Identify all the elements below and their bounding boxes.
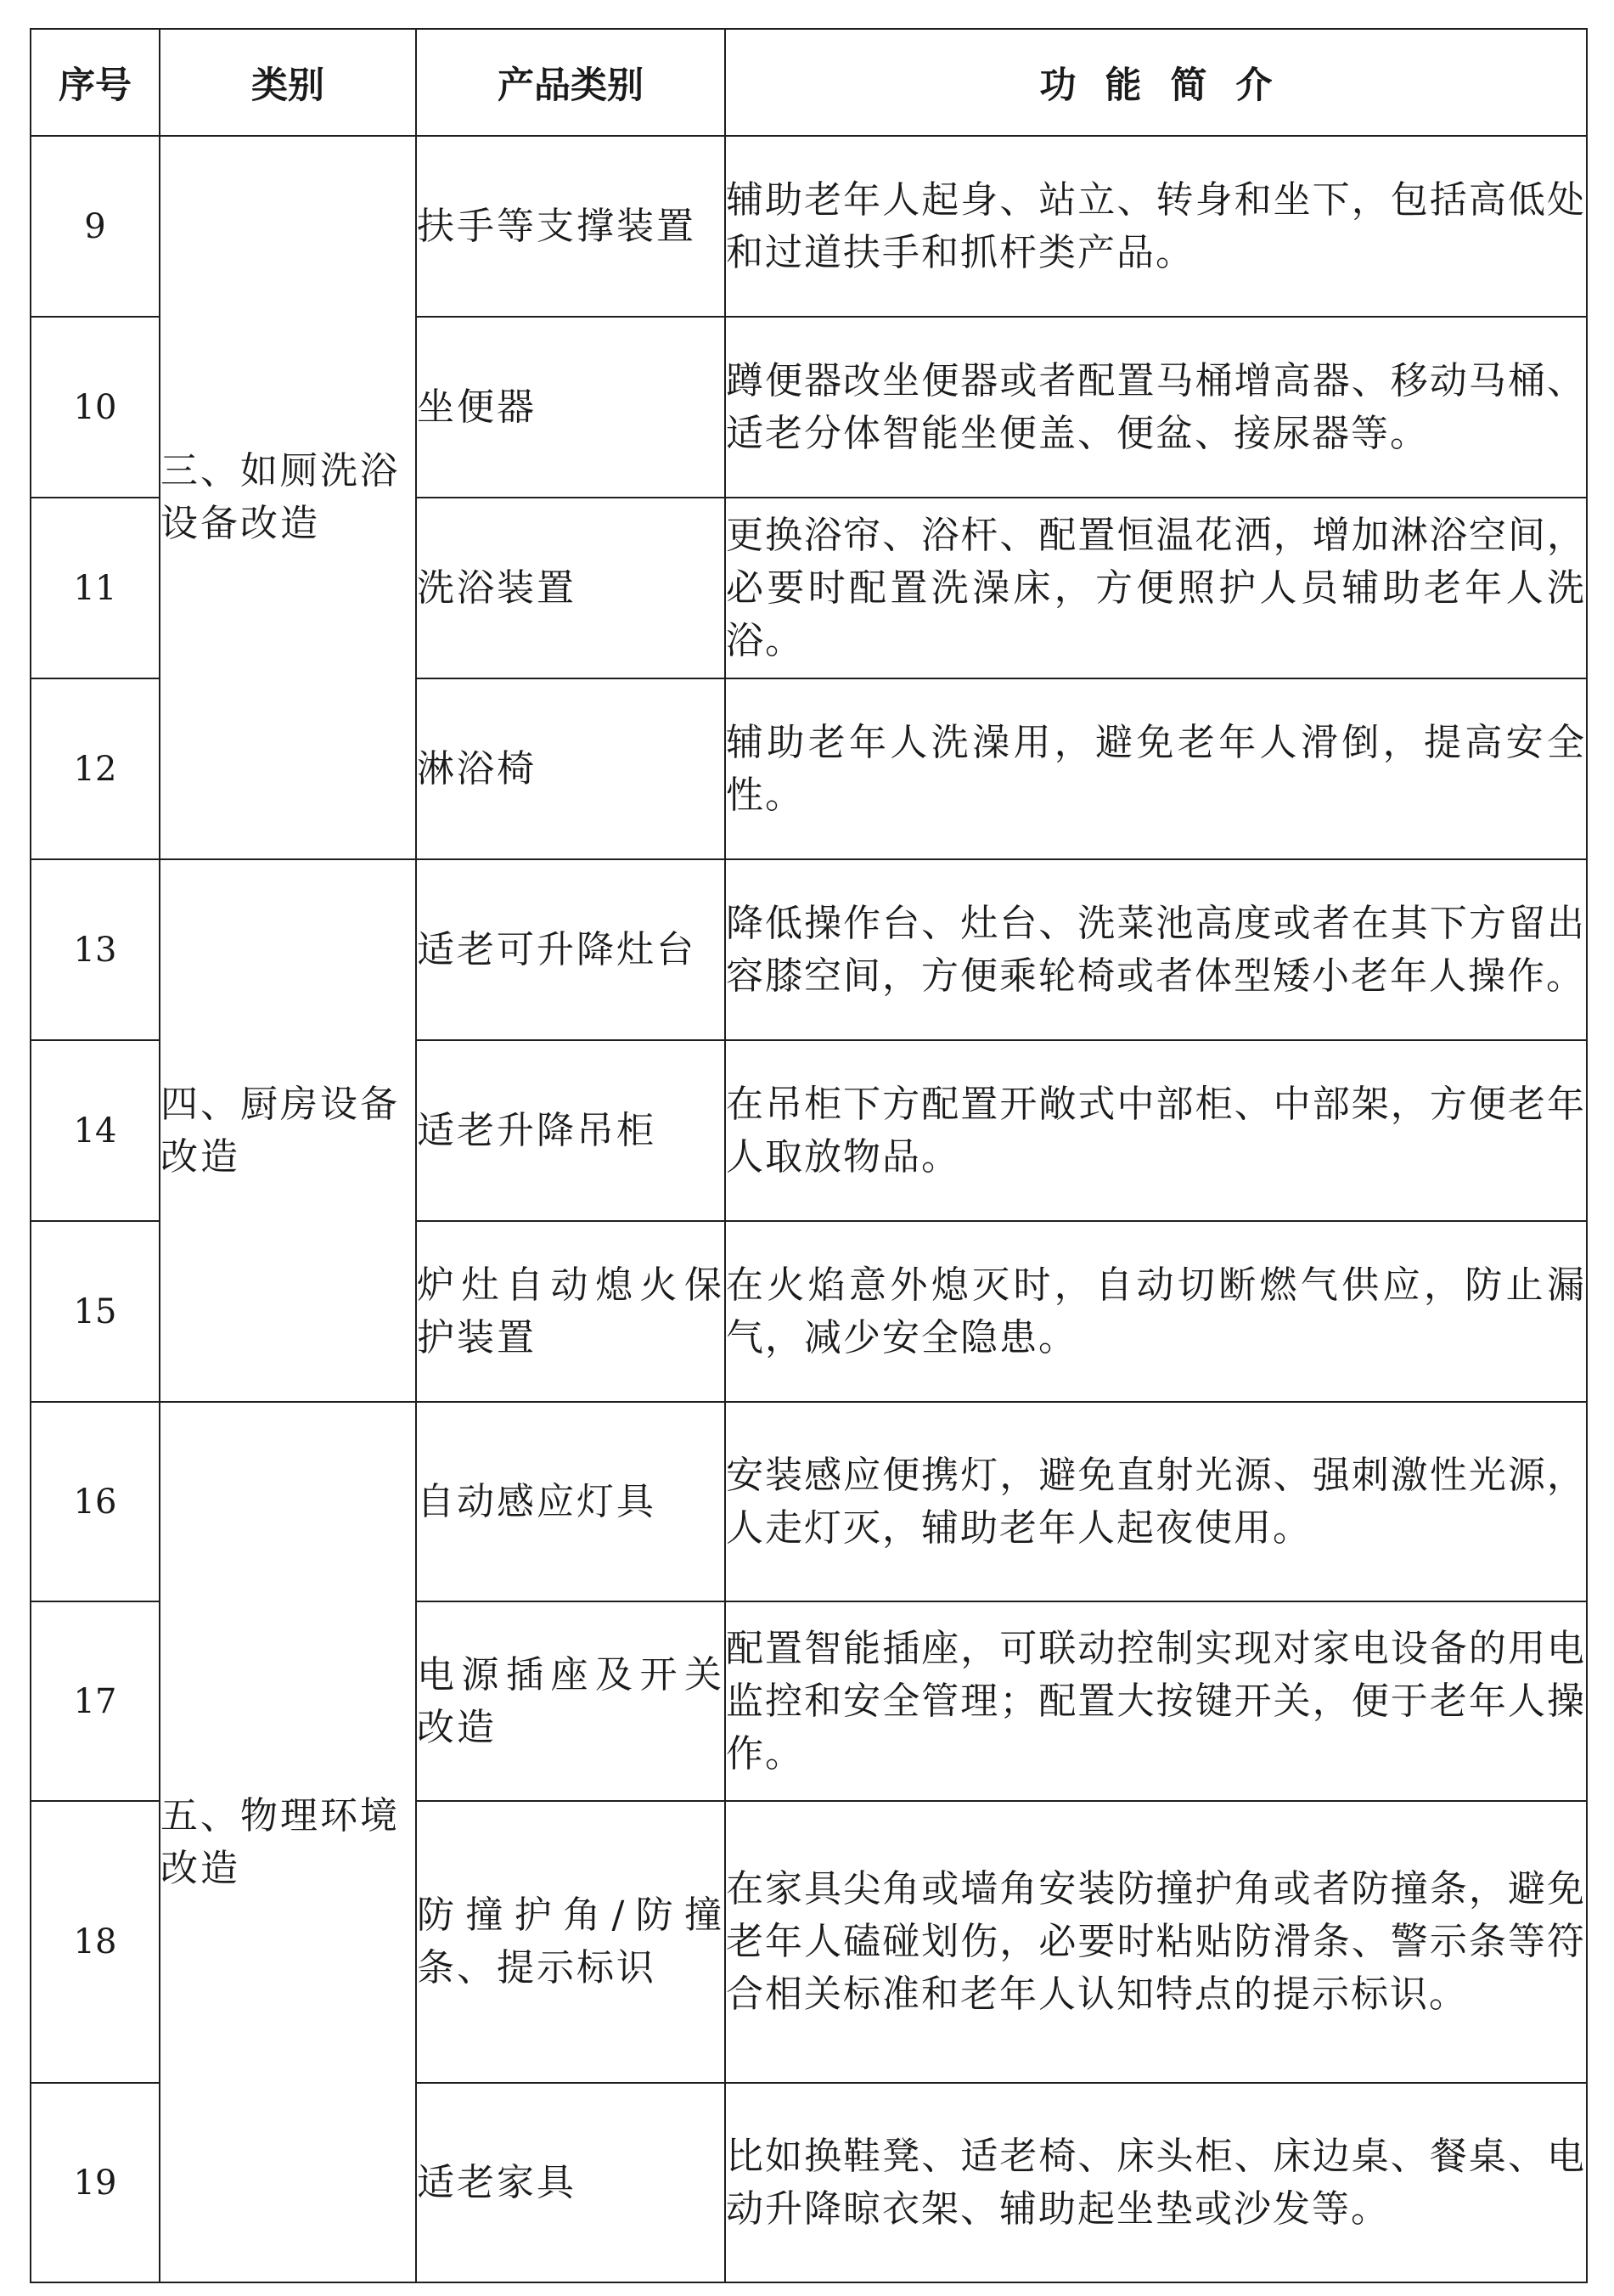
row-number: 16: [31, 1402, 160, 1601]
header-no: 序号: [31, 29, 160, 136]
product-cell: 自动感应灯具: [416, 1402, 725, 1601]
table-row: [31, 1402, 1587, 1601]
table-row: [31, 136, 1587, 317]
product-cell: 洗浴装置: [416, 498, 725, 678]
function-cell: 辅助老年人洗澡用，避免老年人滑倒，提高安全性。: [725, 678, 1587, 859]
product-cell: 炉灶自动熄火保护装置: [416, 1221, 725, 1402]
function-cell: 辅助老年人起身、站立、转身和坐下，包括高低处和过道扶手和抓杆类产品。: [725, 136, 1587, 317]
function-cell: 比如换鞋凳、适老椅、床头柜、床边桌、餐桌、电动升降晾衣架、辅助起坐垫或沙发等。: [725, 2083, 1587, 2282]
row-number: 11: [31, 498, 160, 678]
product-cell: 适老家具: [416, 2083, 725, 2282]
product-cell: 电源插座及开关改造: [416, 1601, 725, 1801]
function-cell: 在火焰意外熄灭时，自动切断燃气供应，防止漏气，减少安全隐患。: [725, 1221, 1587, 1402]
category-cell: 四、厨房设备改造: [160, 859, 416, 1402]
row-number: 13: [31, 859, 160, 1040]
header-function: 功能简介: [725, 29, 1587, 136]
function-cell: 降低操作台、灶台、洗菜池高度或者在其下方留出容膝空间，方便乘轮椅或者体型矮小老年人操作。: [725, 859, 1587, 1040]
table-row: [31, 859, 1587, 1040]
category-cell: 三、如厕洗浴设备改造: [160, 136, 416, 859]
row-number: 19: [31, 2083, 160, 2282]
header-product-category: 产品类别: [416, 29, 725, 136]
row-number: 10: [31, 317, 160, 498]
product-cell: 扶手等支撑装置: [416, 136, 725, 317]
row-number: 15: [31, 1221, 160, 1402]
function-cell: 更换浴帘、浴杆、配置恒温花洒，增加淋浴空间，必要时配置洗澡床，方便照护人员辅助老年人洗浴。: [725, 498, 1587, 678]
row-number: 14: [31, 1040, 160, 1221]
header-category: 类别: [160, 29, 416, 136]
row-number: 17: [31, 1601, 160, 1801]
row-number: 9: [31, 136, 160, 317]
header-row: [31, 29, 1587, 136]
function-cell: 在吊柜下方配置开敞式中部柜、中部架，方便老年人取放物品。: [725, 1040, 1587, 1221]
product-cell: 坐便器: [416, 317, 725, 498]
function-cell: 配置智能插座，可联动控制实现对家电设备的用电监控和安全管理；配置大按键开关，便于老年人操作。: [725, 1601, 1587, 1801]
function-cell: 在家具尖角或墙角安装防撞护角或者防撞条，避免老年人磕碰划伤，必要时粘贴防滑条、警示条等符合相关标准和老年人认知特点的提示标识。: [725, 1801, 1587, 2083]
product-cell: 适老可升降灶台: [416, 859, 725, 1040]
category-cell: 五、物理环境改造: [160, 1402, 416, 2282]
product-table: [30, 28, 1588, 2283]
function-cell: 安装感应便携灯，避免直射光源、强刺激性光源，人走灯灭，辅助老年人起夜使用。: [725, 1402, 1587, 1601]
function-cell: 蹲便器改坐便器或者配置马桶增高器、移动马桶、适老分体智能坐便盖、便盆、接尿器等。: [725, 317, 1587, 498]
row-number: 12: [31, 678, 160, 859]
product-cell: 淋浴椅: [416, 678, 725, 859]
product-cell: 适老升降吊柜: [416, 1040, 725, 1221]
row-number: 18: [31, 1801, 160, 2083]
product-cell: 防撞护角/防撞条、提示标识: [416, 1801, 725, 2083]
